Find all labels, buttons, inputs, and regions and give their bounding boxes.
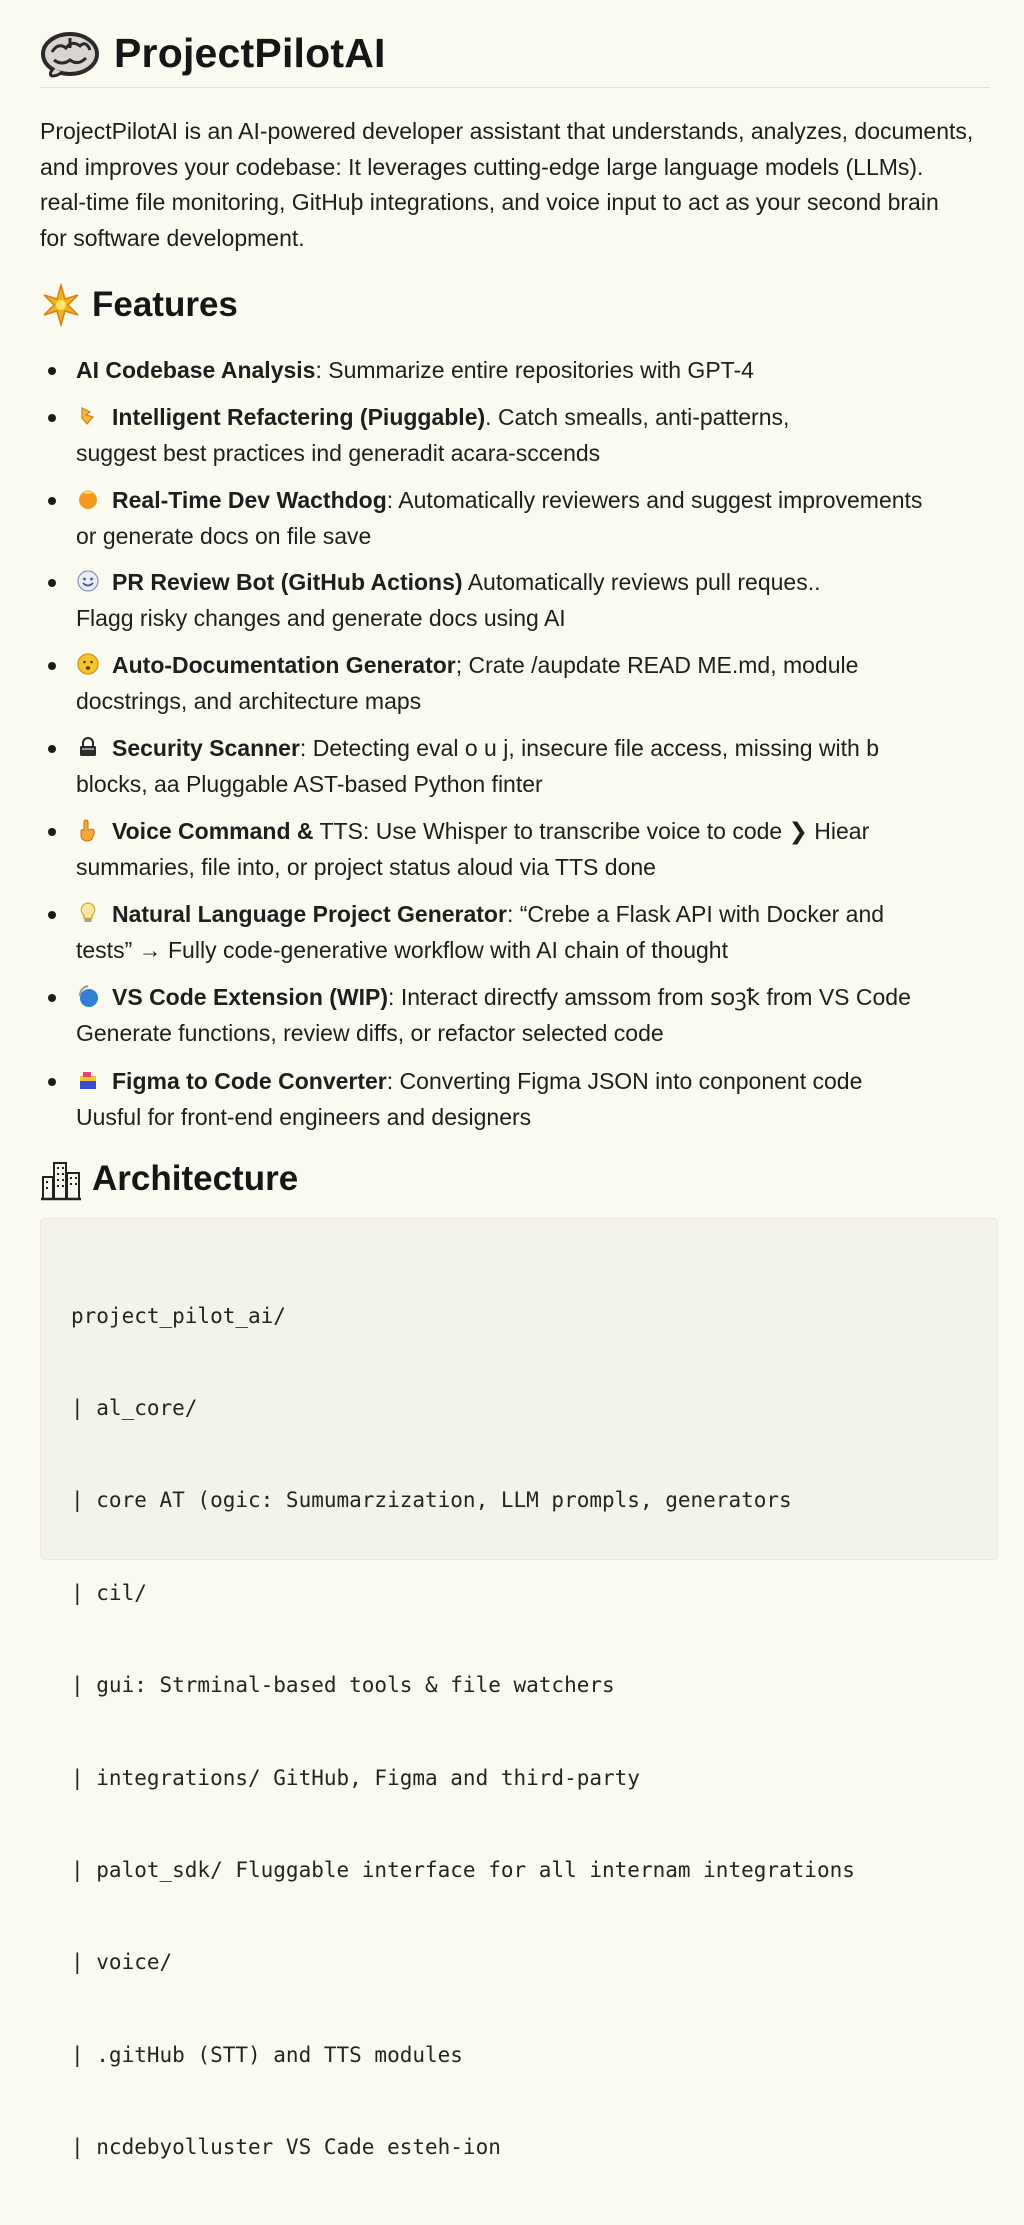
bullet [48, 1078, 56, 1086]
feature-description: Catch smealls, anti-patterns, [497, 404, 790, 430]
feature-description: Automatically reviews pull reques.. [467, 569, 821, 595]
code-line: | ncdebyolluster VS Cade esteh-ion [71, 2135, 501, 2160]
feature-separator: : [386, 487, 399, 513]
buildings-icon [40, 1157, 82, 1201]
bullet [48, 414, 56, 422]
architecture-heading-text: Architecture [92, 1159, 299, 1198]
bullet [48, 662, 56, 670]
feature-name: AI Codebase Analysis [76, 357, 316, 383]
feature-description-continued: docstrings, and architecture maps [76, 688, 422, 714]
list-item [76, 352, 976, 388]
list-item [76, 896, 976, 968]
architecture-code-block [40, 1218, 998, 2160]
feature-name: Real-Time Dev Wacthdog [112, 487, 387, 513]
code-line: | core AT (ogic: Sumumarzization, LLM prompls, generators [71, 1488, 792, 1513]
brain-icon [40, 28, 100, 78]
feature-name: Natural Language Project Generator [112, 901, 507, 927]
feature-name: Voice Command & [112, 818, 314, 844]
pointing-hand-icon [76, 818, 100, 842]
robot-face-icon [76, 569, 100, 593]
feature-description: Crate /aupdate READ ME.md, module [468, 652, 859, 678]
architecture-heading [40, 1157, 298, 1201]
feature-description-continued: Uusful for front-end engineers and designers [76, 1104, 532, 1130]
intro-line: ProjectPilotAI is an AI-powered developer assistant that understands, analyzes, documents, [40, 118, 974, 144]
bullet [48, 828, 56, 836]
feature-separator: : [299, 735, 313, 761]
list-item [76, 730, 976, 802]
bullet [48, 994, 56, 1002]
smiley-face-icon [76, 652, 100, 676]
code-line: | voice/ [71, 1950, 173, 1975]
feature-description: “Crebe a Flask API with Docker and [519, 901, 885, 927]
list-item [76, 647, 976, 719]
bullet [48, 497, 56, 505]
feature-description-continued: blocks, aa Pluggable AST-based Python finter [76, 771, 543, 797]
bullet [48, 367, 56, 375]
bullet [48, 579, 56, 587]
code-line: | cil/ [71, 1580, 147, 1605]
feature-separator: : [386, 1068, 400, 1094]
feature-name: Intelligent Refactering (Piuggable) [112, 404, 486, 430]
feature-description-continued: suggest best practices ind generadit acara-sccends [76, 440, 601, 466]
feature-separator: . [485, 404, 498, 430]
intro-line: real-time file monitoring, GitHuþ integrations, and voice input to act as your second brain [40, 189, 939, 215]
feature-separator: : [506, 901, 520, 927]
list-item [76, 482, 976, 554]
feature-description-continued: summaries, file into, or project status aloud via TTS done [76, 854, 656, 880]
code-line: | .gitHub (STT) and TTS modules [71, 2042, 463, 2067]
code-line: | integrations/ GitHub, Figma and third-party [71, 1765, 640, 1790]
hand-icon [76, 404, 100, 428]
intro-line: and improves your codebase: It leverages cutting-edge large language models (LLMs). [40, 153, 924, 180]
page-title: ProjectPilotAI [114, 29, 386, 76]
title-row [40, 24, 386, 82]
lock-icon [76, 735, 100, 759]
features-heading [40, 283, 238, 327]
intro-line: for software development. [40, 224, 305, 251]
feature-separator: : [315, 357, 329, 383]
code-line: | al_core/ [71, 1395, 198, 1420]
feature-description: Converting Figma JSON into conponent code [399, 1068, 863, 1094]
feature-name: VS Code Extension (WIP) [112, 984, 389, 1010]
feature-description-continued: Generate functions, review diffs, or refactor selected code [76, 1020, 664, 1046]
bullet [48, 745, 56, 753]
list-item [76, 1063, 976, 1135]
feature-name: Security Scanner [112, 735, 300, 761]
list-item [76, 399, 976, 471]
code-line: project_pilot_ai/ [71, 1303, 286, 1328]
blue-orb-icon [76, 984, 100, 1008]
list-item [76, 564, 976, 636]
bullet [48, 911, 56, 919]
feature-name: Auto-Documentation Generator [112, 652, 456, 678]
feature-separator: ; [455, 652, 469, 678]
feature-description: Detecting eval o u j, insecure file access, missing with b [312, 735, 880, 761]
intro-paragraph [40, 114, 1008, 256]
lightbulb-icon [76, 901, 100, 925]
feature-description: TTS: Use Whisper to transcribe voice to code ❯ Hiear [319, 818, 870, 844]
feature-name: PR Review Bot (GitHub Actions) [112, 569, 463, 595]
orange-icon [76, 487, 100, 511]
feature-name: Figma to Code Converter [112, 1068, 387, 1094]
feature-description: Interact directfy amssom from ꜱoꝫꝁ from VS Code [400, 984, 911, 1010]
list-item [76, 813, 976, 885]
code-lines [71, 1239, 855, 2225]
list-item [76, 979, 976, 1051]
feature-description-continued: Flagg risky changes and generate docs using AI [76, 605, 566, 631]
feature-separator: : [388, 984, 401, 1010]
title-divider [40, 87, 990, 88]
features-heading-text: Features [92, 285, 238, 324]
sparkle-icon [40, 283, 82, 327]
figma-icon [76, 1068, 100, 1092]
feature-description-continued: or generate docs on file save [76, 523, 372, 549]
code-line: | gui: Strminal-based tools & file watchers [71, 1673, 615, 1698]
feature-description-continued: tests” → Fully code-generative workflow with AI chain of thought [76, 937, 728, 963]
feature-description: Automatically reviewers and suggest improvements [398, 487, 923, 513]
code-line: | palot_sdk/ Fluggable interface for all internam integrations [71, 1857, 855, 1882]
feature-description: Summarize entire repositories with GPT-4 [328, 357, 754, 383]
